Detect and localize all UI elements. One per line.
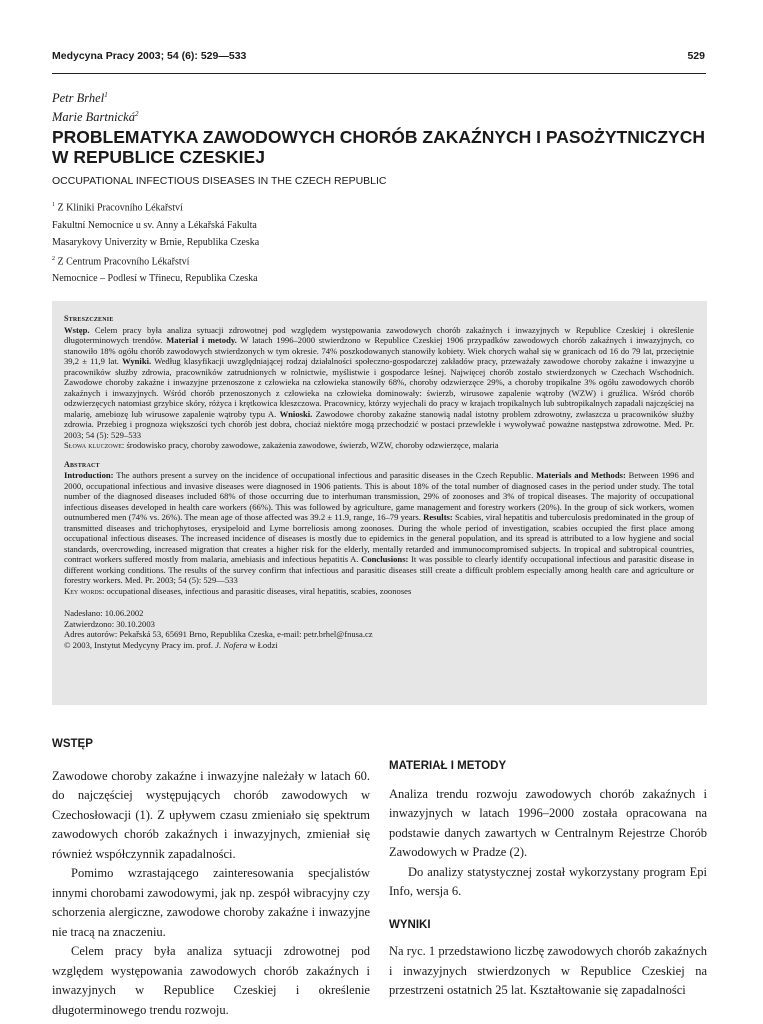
streszczenie-label: Streszczenie xyxy=(64,314,114,323)
header-rule xyxy=(52,73,706,74)
article-subtitle: OCCUPATIONAL INFECTIOUS DISEASES IN THE CZECH REPUBLIC xyxy=(52,175,387,187)
section-heading-material: MATERIAŁ I METODY xyxy=(389,760,507,772)
affiliations xyxy=(52,197,259,288)
page-number: 529 xyxy=(687,50,705,62)
affiliation-line: Nemocnice – Podlesí w Třinecu, Republika Czeska xyxy=(52,273,258,285)
affiliation-line: Fakultní Nemocnice u sv. Anny a Lékařská Fakulta xyxy=(52,219,257,231)
left-column xyxy=(52,735,370,1020)
abstract-box xyxy=(52,301,707,705)
abstract-label: Abstract xyxy=(64,459,100,469)
streszczenie-keywords: Słowa kluczowe: środowisko pracy, choroby zawodowe, zakażenia zawodowe, świerzb, WZW, choroby odzwierzęce, malaria xyxy=(64,440,499,450)
paragraph: Do analizy statystycznej został wykorzystany program Epi Info, wersja 6. xyxy=(389,864,707,898)
running-head: Medycyna Pracy 2003; 54 (6): 529—533 xyxy=(52,50,247,62)
affiliation-line: $^2$ Z Centrum Pracovního Lékařství xyxy=(52,255,190,268)
section-heading-wstep: WSTĘP xyxy=(52,738,93,750)
author-2: Marie Bartnická$^2$ xyxy=(52,110,139,125)
paragraph: Na ryc. 1 przedstawiono liczbę zawodowych chorób zakaźnych i inwazyjnych stwierdzonych w Republice Czeskiej na przestrzeni ostatnich 25 lat. Kształtowanie się zapadalności xyxy=(389,944,707,997)
article-title: PROBLEMATYKA ZAWODOWYCH CHORÓB ZAKAŹNYCH I PASOŻYTNICZYCH W REPUBLICE CZESKIEJ xyxy=(52,127,705,167)
affiliation-line: $^1$ Z Kliniki Pracovního Lékařství xyxy=(52,202,183,214)
author-list xyxy=(52,87,138,125)
paragraph: Celem pracy była analiza sytuacji zdrowotnej pod względem występowania zawodowych chorób zakaźnych i inwazyjnych w Republice Czeskiej i określenie długoterminowego trendu rozwoju. xyxy=(52,944,370,1017)
paragraph: Analiza trendu rozwoju zawodowych chorób zakaźnych i inwazyjnych w latach 1996–2000 została opracowana na podstawie danych zawartych w Centralnym Rejestrze Chorób Zawodowych w Pradze (2). xyxy=(389,786,707,859)
abstract-text: Introduction: The authors present a survey on the incidence of occupational infectious and parasitic diseases in the Czech Republic. Materials and Methods: Between 1996 and 2000, occupational infectious and invasive diseases were diagnosed in 1906 patients. This is about 18% of the total number of diagnosed cases in the period under study. The total number of the diagnosed diseases included 68% of those occurring due to interhuman transmission, 29% of zoonoses and 3% of tropical diseases. The majority of occupational infectious diseases developed in health care workers (66%). This was followed by agriculture, game management and forestry workers (20%). In the group of sick workers, women outnumbered men (74% vs. 26%). The mean age of those affected was 39.2 ± 11.9, range, 16–79 years. Results: Scabies, viral hepatitis and tuberculosis predominated in the group of transmitted diseases and trichophytoses, erysipeloid and Lyme borreliosis among zoonoses. During the whole period of investigation, scabies occupied the first place among occupational infectious diseases. The increased incidence of diseases is mostly due to epidemics in the general population, and its spread is attributed to a low hygiene and social standards, overcrowding, increased migration that creates a higher risk for the elderly, mentally retarded and immunocompromised subjects. In tropical and subtropical countries, contract workers suffered mostly from malaria, amebiasis and infectious hepatitis A. Conclusions: It was possible to clearly identify occupational infectious and parasitic disease in different working conditions. The results of the survey confirm that infectious and parasitic diseases still create a difficult problem especially among health care and agriculture or forestry workers. Med. Pr. 2003; 54 (5): 529—533 xyxy=(64,470,695,585)
section-heading-wyniki: WYNIKI xyxy=(389,918,431,931)
paragraph: Zawodowe choroby zakaźne i inwazyjne należały w latach 60. do najczęściej występujących chorób zawodowych w Czechosłowacji (1). Z upływem czasu zmieniało się spektrum zawodowych chorób zakaźnych i inwazyjnych, zmieniał się również współczynnik zapadalności. xyxy=(52,768,370,861)
paragraph: Pomimo wzrastającego zainteresowania specjalistów innymi chorobami zawodowymi, jak np. zespół wibracyjny czy schorzenia alergiczne, zawodowe choroby zakaźne i inwazyjne nie tracą na znaczeniu. xyxy=(52,866,370,939)
streszczenie-text: Wstęp. Celem pracy była analiza sytuacji zdrowotnej pod względem występowania zawodowych chorób zakaźnych i inwazyjnych w Republice Czeskiej i określenie długoterminowych trendów. Materiał i metody. W latach 1996–2000 stwierdzono w Republice Czeskiej 1906 przypadków zawodowych chorób zakaźnych i inwazyjnych, co stanowiło 18% ogółu chorób zawodowych stwierdzonych w tym okresie. 74% poszkodowanych stanowiły kobiety. Wiek chorych wahał się w granicach od 16 do 79 lat, przeciętnie 39,2 ± 11,9 lat. Wyniki. Według klasyfikacji uwzględniającej rodzaj działalności społeczno-gospodarczej zakładów pracy, przeważały zawodowe choroby zakaźne i inwazyjne u pracowników służby zdrowia, pracowników zatrudnionych w rolnictwie, myślistwie i gospodarce leśnej. Najwięcej chorób zostało stwierdzonych w Czechach Wschodnich. Zawodowe choroby zakaźne i inwazyjne przenoszone z człowieka na człowieka stanowiły 68%, choroby odzwierzęce 29%, a choroby tropikalne 3% ogółu zawodowych chorób zakaźnych i inwazyjnych. Wśród chorób przenoszonych z człowieka na człowieka dominowały: świerzb, wirusowe zapalenie wątroby (WZW) i gruźlica. Wśród chorób odzwierzęcych natomiast grzybice skóry, różyca i krętkowica kleszczowa. Pracownicy, którzy wyjechali do pracy w krajach tropikalnych lub subtropikalnych zapadali najczęściej na malarię, amebiozę lub wirusowe zapalenie wątroby typu A. Wnioski. Zawodowe choroby zakaźne stanowią nadal istotny problem zdrowotny, zwłaszcza u pracowników służby zdrowia. Przebieg i prognoza większości tych chorób jest dobra, chociaż niektóre mogą przechodzić w postaci przewlekłe i wywoływać poważne następstwa zdrowotne. Med. Pr. 2003; 54 (5): 529–533 xyxy=(64,324,695,440)
affiliation-line: Masarykovy Univerzity w Brnie, Republika Czeska xyxy=(52,236,260,248)
author-1: Petr Brhel$^1$ xyxy=(52,91,108,106)
abstract-keywords: Key words: occupational diseases, infectious and parasitic diseases, viral hepatitis, scabies, zoonoses xyxy=(64,585,412,596)
submission-info: Nadesłano: 10.06.2002 Zatwierdzono: 30.10.2003 Adres autorów: Pekařská 53, 65691 Brno, Republika Czeska, e-mail: petr.brhel@fnusa.cz © 2003, Instytut Medycyny Pracy im. prof. J. Nofera w Łodzi xyxy=(64,608,373,650)
right-column xyxy=(389,757,707,1001)
